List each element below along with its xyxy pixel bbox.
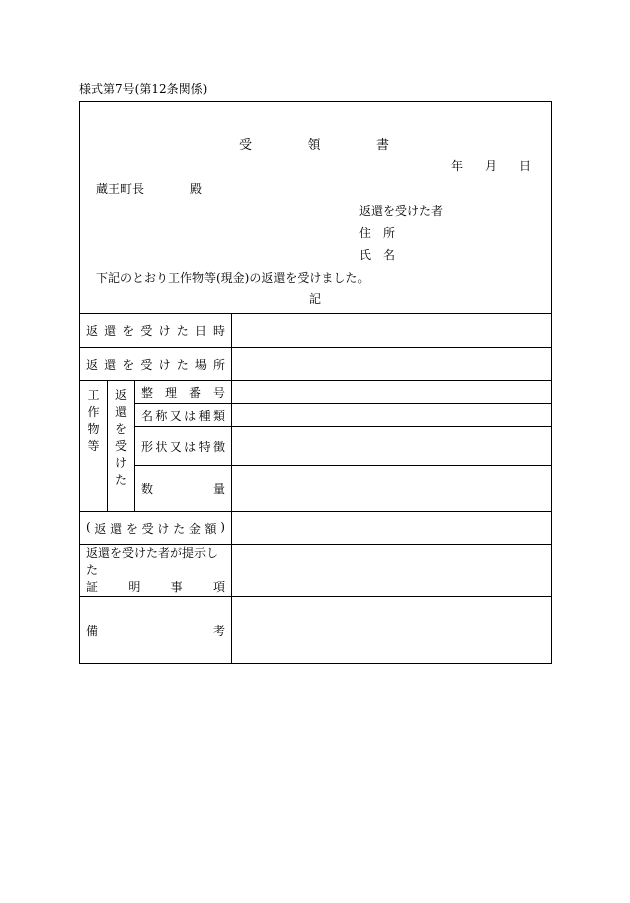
return-place-label: 返 還 を 受 け た 場 所 bbox=[80, 348, 232, 381]
title-char: 書 bbox=[376, 138, 390, 153]
return-datetime-field[interactable] bbox=[232, 314, 552, 348]
control-number-field[interactable] bbox=[232, 381, 552, 404]
items-group-label: 工 作 物 等 bbox=[80, 381, 108, 512]
receiver-label: 返還を受けた者 bbox=[359, 204, 444, 218]
return-place-field[interactable] bbox=[232, 348, 552, 381]
remarks-label: 備 考 bbox=[80, 597, 232, 664]
addressee: 蔵王町長 bbox=[96, 182, 145, 196]
address-label: 住 所 bbox=[359, 226, 395, 240]
ki-heading: 記 bbox=[309, 292, 322, 306]
shape-or-feature-label: 形 状 又 は 特 徴 bbox=[135, 427, 232, 466]
shape-or-feature-field[interactable] bbox=[232, 427, 552, 466]
year-label: 年 bbox=[451, 159, 464, 173]
name-or-type-label: 名 称 又 は 種 類 bbox=[135, 404, 232, 427]
table-row bbox=[80, 512, 552, 545]
remarks-field[interactable] bbox=[232, 597, 552, 664]
title-char: 領 bbox=[307, 138, 321, 153]
quantity-field[interactable] bbox=[232, 466, 552, 512]
name-or-type-field[interactable] bbox=[232, 404, 552, 427]
proof-items-field[interactable] bbox=[232, 545, 552, 597]
table-row bbox=[80, 314, 552, 348]
form-number-label: 様式第7号(第12条関係) bbox=[79, 82, 208, 96]
month-label: 月 bbox=[484, 159, 497, 173]
receipt-statement: 下記のとおり工作物等(現金)の返還を受けました。 bbox=[96, 271, 370, 285]
table-row bbox=[80, 348, 552, 381]
returned-amount-field[interactable] bbox=[232, 512, 552, 545]
document-title bbox=[239, 134, 389, 153]
honorific: 殿 bbox=[190, 182, 203, 196]
table-row bbox=[80, 597, 552, 664]
items-returned-label: 返 還 を 受 け た bbox=[108, 381, 135, 512]
return-datetime-label: 返 還 を 受 け た 日 時 bbox=[80, 314, 232, 348]
day-label: 日 bbox=[518, 159, 531, 173]
name-label: 氏 名 bbox=[359, 248, 395, 262]
table-row bbox=[80, 381, 552, 404]
table-row bbox=[80, 404, 552, 427]
control-number-label: 整 理 番 号 bbox=[135, 381, 232, 404]
title-char: 受 bbox=[239, 138, 253, 153]
returned-amount-label: ( 返 還 を 受 け た 金 額 ) bbox=[80, 512, 232, 545]
table-row bbox=[80, 427, 552, 466]
table-row bbox=[80, 545, 552, 597]
proof-items-label: 返還を受けた者が提示した 証 明 事 項 bbox=[80, 545, 232, 597]
receipt-table bbox=[79, 313, 552, 664]
table-row bbox=[80, 466, 552, 512]
quantity-label: 数 量 bbox=[135, 466, 232, 512]
date-line bbox=[451, 157, 531, 174]
